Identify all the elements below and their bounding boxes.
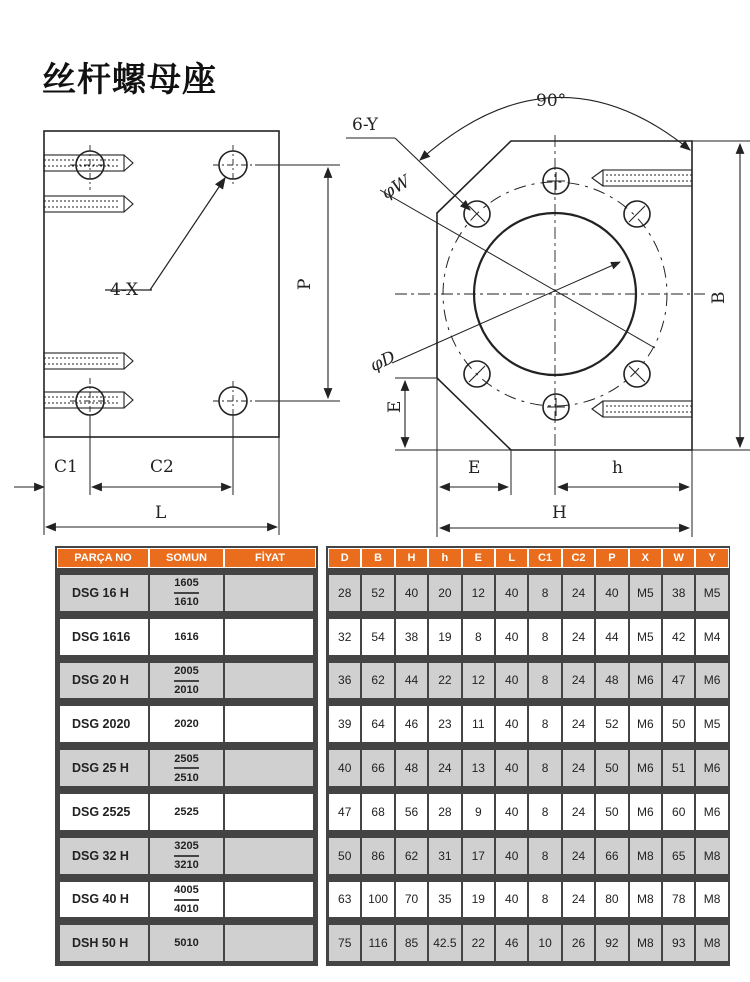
dimension-value-cell: 23: [428, 705, 461, 743]
dimension-value-cell: 56: [395, 793, 428, 831]
dimension-value-cell: 66: [595, 837, 628, 875]
dimension-value-cell: 48: [395, 749, 428, 787]
dimension-value-cell: 65: [662, 837, 695, 875]
dimension-value-cell: 80: [595, 881, 628, 919]
dim-label-angle: 90°: [536, 91, 567, 111]
header-cell: FİYAT: [224, 548, 316, 568]
dimension-value-cell: 17: [462, 837, 495, 875]
dim-label-e-bottom: E: [468, 458, 481, 478]
part-number-cell: DSH 50 H: [59, 924, 149, 962]
dimension-value-cell: 28: [428, 793, 461, 831]
dimension-value-cell: M5: [695, 705, 728, 743]
header-cell: PARÇA NO: [57, 548, 149, 568]
somun-cell: [149, 924, 224, 962]
fiyat-cell: [224, 837, 314, 875]
dimension-value-cell: M5: [629, 618, 662, 656]
part-number-cell: DSG 20 H: [59, 662, 149, 700]
dimension-value-cell: 24: [562, 662, 595, 700]
dimension-value-cell: 40: [495, 837, 528, 875]
dimension-value-cell: 42.5: [428, 924, 461, 962]
dim-label-c2: C2: [150, 457, 174, 477]
somun-value: 2005: [174, 663, 198, 682]
dimension-value-cell: 64: [361, 705, 394, 743]
somun-value: 4010: [174, 902, 199, 915]
dimension-value-cell: 8: [528, 618, 561, 656]
somun-cell: [149, 705, 224, 743]
dimension-value-cell: 86: [361, 837, 394, 875]
dimension-value-cell: 38: [662, 574, 695, 612]
dim-label-w: φW: [378, 171, 414, 204]
somun-cell: [149, 837, 224, 875]
header-cell: L: [495, 548, 528, 568]
header-cell: C1: [528, 548, 561, 568]
dimension-value-cell: 8: [528, 749, 561, 787]
fiyat-cell: [224, 574, 314, 612]
somun-value: 2020: [174, 718, 199, 731]
dimension-value-cell: M8: [629, 924, 662, 962]
header-cell: E: [462, 548, 495, 568]
dimension-value-cell: 38: [395, 618, 428, 656]
dimension-value-cell: 40: [595, 574, 628, 612]
dimension-value-cell: 42: [662, 618, 695, 656]
dimension-value-cell: M6: [629, 793, 662, 831]
dimension-value-cell: 70: [395, 881, 428, 919]
dimension-value-cell: 50: [328, 837, 361, 875]
somun-value: 1605: [174, 575, 198, 594]
header-cell: h: [428, 548, 461, 568]
dimension-value-cell: 46: [495, 924, 528, 962]
dimension-value-cell: 8: [528, 574, 561, 612]
dimension-value-cell: 40: [495, 705, 528, 743]
dimension-value-cell: 39: [328, 705, 361, 743]
dimension-value-cell: 100: [361, 881, 394, 919]
dimension-value-cell: 24: [562, 618, 595, 656]
dimension-value-cell: 40: [495, 662, 528, 700]
somun-value: 2505: [174, 750, 198, 769]
dimension-value-cell: 8: [528, 881, 561, 919]
dimension-value-cell: 31: [428, 837, 461, 875]
dimension-value-cell: 22: [428, 662, 461, 700]
dimension-value-cell: 62: [395, 837, 428, 875]
dimension-value-cell: M6: [695, 749, 728, 787]
dimension-value-cell: M6: [695, 662, 728, 700]
dimension-value-cell: 68: [361, 793, 394, 831]
dimension-value-cell: 40: [495, 881, 528, 919]
dimension-value-cell: 24: [562, 574, 595, 612]
dimension-value-cell: 50: [662, 705, 695, 743]
somun-value: 5010: [174, 937, 199, 950]
header-cell: D: [328, 548, 361, 568]
somun-value: 1610: [174, 596, 199, 609]
dimension-value-cell: 11: [462, 705, 495, 743]
dimension-value-cell: M8: [695, 837, 728, 875]
dimension-value-cell: 50: [595, 793, 628, 831]
dimension-value-cell: M8: [629, 881, 662, 919]
dimension-value-cell: 93: [662, 924, 695, 962]
header-cell: X: [629, 548, 662, 568]
somun-value: 2525: [174, 805, 199, 818]
somun-cell: [149, 618, 224, 656]
dim-label-d: φD: [367, 347, 399, 377]
fiyat-cell: [224, 924, 314, 962]
fiyat-cell: [224, 662, 314, 700]
somun-cell: [149, 793, 224, 831]
dimension-value-cell: 40: [395, 574, 428, 612]
dimension-value-cell: 44: [595, 618, 628, 656]
header-cell: Y: [695, 548, 728, 568]
page-title: 丝杆螺母座: [42, 60, 217, 100]
dimension-value-cell: 36: [328, 662, 361, 700]
dim-label-c1: C1: [54, 457, 78, 477]
dimension-value-cell: 92: [595, 924, 628, 962]
somun-value: 2510: [174, 771, 199, 784]
dimension-value-cell: 10: [528, 924, 561, 962]
dimension-value-cell: 62: [361, 662, 394, 700]
dimension-value-cell: M8: [629, 837, 662, 875]
dimension-value-cell: 35: [428, 881, 461, 919]
dimension-value-cell: M5: [695, 574, 728, 612]
part-number-cell: DSG 2020: [59, 705, 149, 743]
somun-cell: [149, 881, 224, 919]
front-view: [346, 97, 750, 537]
dimension-value-cell: 40: [495, 793, 528, 831]
dim-label-e-left: E: [385, 400, 405, 413]
dimension-value-cell: 32: [328, 618, 361, 656]
dimension-value-cell: 66: [361, 749, 394, 787]
header-cell: SOMUN: [149, 548, 224, 568]
dimension-value-cell: 50: [595, 749, 628, 787]
header-cell: C2: [562, 548, 595, 568]
dimension-value-cell: 19: [462, 881, 495, 919]
dimension-value-cell: 12: [462, 662, 495, 700]
dimension-value-cell: 44: [395, 662, 428, 700]
header-cell: P: [595, 548, 628, 568]
dimension-value-cell: M6: [629, 705, 662, 743]
dim-label-p: P: [295, 278, 315, 290]
dimension-value-cell: 13: [462, 749, 495, 787]
dim-label-h-lower: h: [612, 458, 623, 478]
dimension-value-cell: 8: [528, 793, 561, 831]
part-number-cell: DSG 1616: [59, 618, 149, 656]
dimension-value-cell: 54: [361, 618, 394, 656]
dimension-value-cell: 46: [395, 705, 428, 743]
dimension-value-cell: 24: [562, 705, 595, 743]
dimension-value-cell: 24: [562, 793, 595, 831]
dimension-value-cell: 60: [662, 793, 695, 831]
dimension-value-cell: 40: [495, 749, 528, 787]
dimension-value-cell: 63: [328, 881, 361, 919]
part-number-cell: DSG 25 H: [59, 749, 149, 787]
dimension-value-cell: 75: [328, 924, 361, 962]
dimension-value-cell: 40: [495, 618, 528, 656]
fiyat-cell: [224, 881, 314, 919]
somun-value: 1616: [174, 630, 199, 643]
dimension-value-cell: 12: [462, 574, 495, 612]
dimension-value-cell: 47: [662, 662, 695, 700]
header-cell: B: [361, 548, 394, 568]
dimension-value-cell: M6: [629, 662, 662, 700]
dimension-value-cell: 28: [328, 574, 361, 612]
somun-value: 3205: [174, 838, 198, 857]
somun-value: 2010: [174, 683, 199, 696]
dimension-value-cell: 51: [662, 749, 695, 787]
somun-cell: [149, 574, 224, 612]
fiyat-cell: [224, 749, 314, 787]
dimension-value-cell: M8: [695, 924, 728, 962]
dimension-value-cell: 78: [662, 881, 695, 919]
dimension-value-cell: 22: [462, 924, 495, 962]
fiyat-cell: [224, 793, 314, 831]
dimension-value-cell: 8: [528, 705, 561, 743]
dimension-value-cell: M8: [695, 881, 728, 919]
dimension-value-cell: M4: [695, 618, 728, 656]
fiyat-cell: [224, 618, 314, 656]
header-cell: H: [395, 548, 428, 568]
dimension-value-cell: 47: [328, 793, 361, 831]
somun-cell: [149, 662, 224, 700]
dimension-value-cell: M6: [695, 793, 728, 831]
dimension-value-cell: 85: [395, 924, 428, 962]
part-number-cell: DSG 2525: [59, 793, 149, 831]
somun-value: 4005: [174, 882, 198, 901]
dimension-value-cell: 116: [361, 924, 394, 962]
part-number-cell: DSG 40 H: [59, 881, 149, 919]
dimension-value-cell: 52: [595, 705, 628, 743]
dimension-value-cell: M6: [629, 749, 662, 787]
dimension-value-cell: 52: [361, 574, 394, 612]
dim-label-h-upper: H: [552, 503, 567, 523]
header-cell: W: [662, 548, 695, 568]
dimension-value-cell: 40: [328, 749, 361, 787]
somun-cell: [149, 749, 224, 787]
dim-label-4x: 4-X: [110, 280, 139, 300]
dim-label-b: B: [709, 291, 729, 304]
dimension-value-cell: M5: [629, 574, 662, 612]
dimension-value-cell: 19: [428, 618, 461, 656]
dimension-value-cell: 9: [462, 793, 495, 831]
dimension-value-cell: 8: [528, 837, 561, 875]
part-number-cell: DSG 32 H: [59, 837, 149, 875]
dimension-value-cell: 48: [595, 662, 628, 700]
dim-label-l: L: [155, 503, 167, 523]
dimension-value-cell: 24: [562, 749, 595, 787]
somun-value: 3210: [174, 859, 199, 872]
part-number-cell: DSG 16 H: [59, 574, 149, 612]
fiyat-cell: [224, 705, 314, 743]
dimension-value-cell: 24: [562, 837, 595, 875]
dimension-value-cell: 20: [428, 574, 461, 612]
dimension-value-cell: 8: [528, 662, 561, 700]
dimension-value-cell: 26: [562, 924, 595, 962]
dimension-value-cell: 40: [495, 574, 528, 612]
dim-label-6y: 6-Y: [352, 115, 378, 135]
dimension-value-cell: 24: [428, 749, 461, 787]
dimension-value-cell: 24: [562, 881, 595, 919]
dimension-value-cell: 8: [462, 618, 495, 656]
